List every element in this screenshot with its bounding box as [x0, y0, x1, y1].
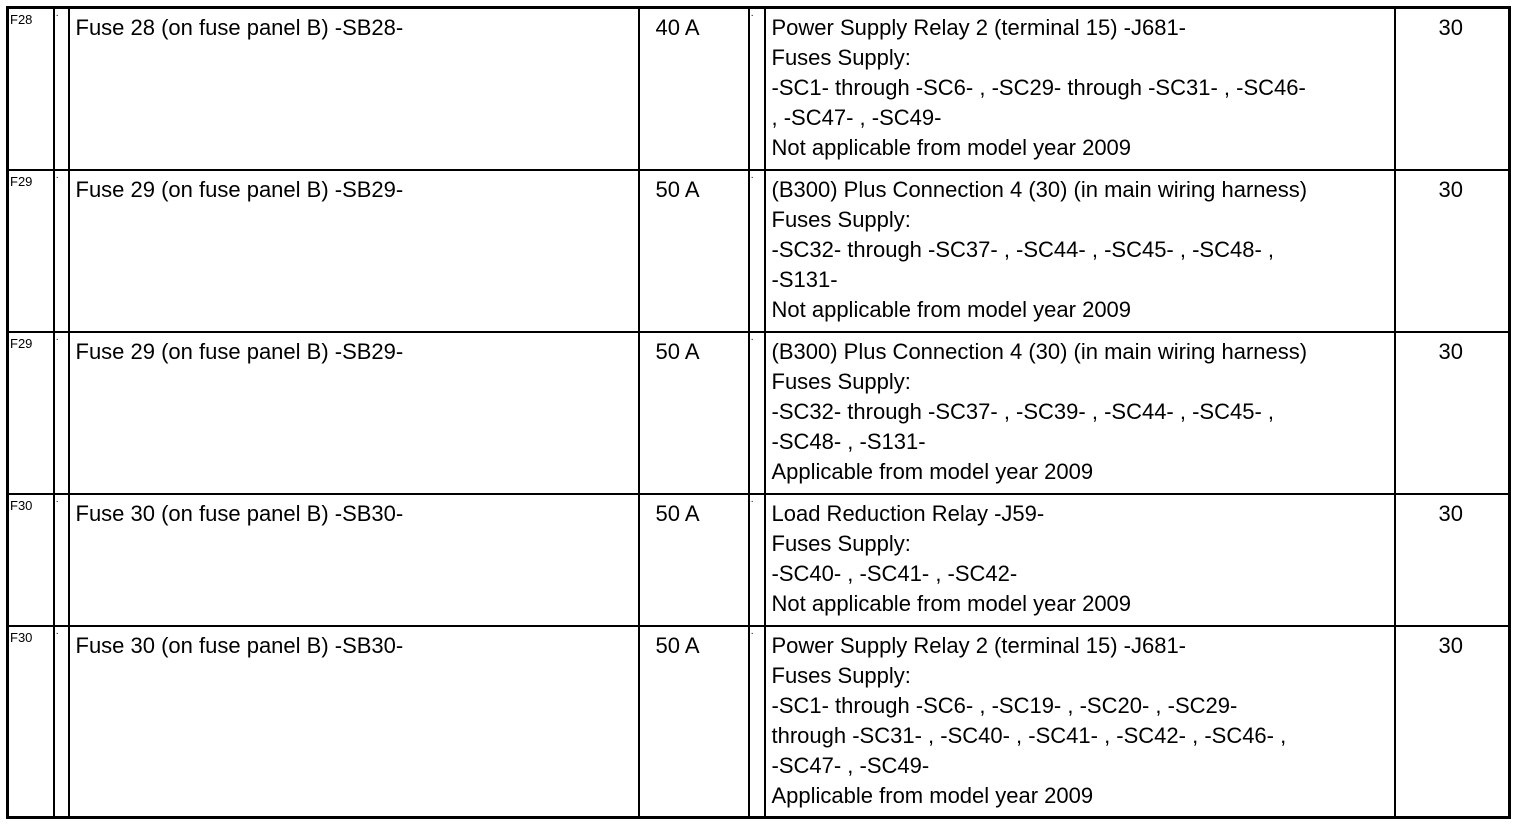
description-line: -SC1- through -SC6- , -SC19- , -SC20- , -SC29- — [771, 692, 1238, 718]
row-marker: · — [749, 332, 765, 494]
description-line: Fuses Supply: — [771, 206, 911, 232]
row-marker: · — [54, 8, 69, 170]
description-line: (B300) Plus Connection 4 (30) (in main wiring harness) — [771, 176, 1308, 202]
fuse-amperage: 50 A — [639, 626, 749, 818]
description-line: -SC1- through -SC6- , -SC29- through -SC31- , -SC46- — [771, 75, 1306, 100]
fuse-id: F29 — [8, 170, 54, 332]
description-line: through -SC31- , -SC40- , -SC41- , -SC42- , -SC46- , — [771, 722, 1287, 748]
description-line: Applicable from model year 2009 — [771, 458, 1094, 484]
description-line: Applicable from model year 2009 — [771, 782, 1094, 808]
row-marker: · — [54, 626, 69, 818]
fuse-terminal: 30 — [1395, 8, 1510, 170]
row-marker: · — [54, 170, 69, 332]
table-row — [8, 626, 1510, 818]
table-row — [8, 170, 1510, 332]
fuse-terminal: 30 — [1395, 626, 1510, 818]
description-line: Fuses Supply: — [771, 662, 911, 688]
description-line: Fuses Supply: — [771, 368, 911, 394]
fuse-table — [6, 6, 1511, 819]
description-line: -SC32- through -SC37- , -SC44- , -SC45- , -SC48- , — [771, 236, 1274, 262]
fuse-name: Fuse 29 (on fuse panel B) -SB29- — [69, 332, 639, 494]
description-line: , -SC47- , -SC49- — [771, 105, 942, 130]
table-row — [8, 494, 1510, 626]
row-marker: · — [749, 626, 765, 818]
fuse-terminal: 30 — [1395, 170, 1510, 332]
fuse-id: F29 — [8, 332, 54, 494]
fuse-description — [765, 626, 1395, 818]
row-marker: · — [749, 8, 765, 170]
description-line: -SC40- , -SC41- , -SC42- — [771, 560, 1018, 586]
fuse-id: F30 — [8, 626, 54, 818]
fuse-name: Fuse 30 (on fuse panel B) -SB30- — [69, 626, 639, 818]
fuse-name: Fuse 29 (on fuse panel B) -SB29- — [69, 170, 639, 332]
description-line: Fuses Supply: — [771, 530, 911, 556]
fuse-terminal: 30 — [1395, 332, 1510, 494]
fuse-description — [765, 494, 1395, 626]
description-line: Fuses Supply: — [771, 45, 911, 70]
fuse-name: Fuse 28 (on fuse panel B) -SB28- — [69, 8, 639, 170]
fuse-id: F28 — [8, 8, 54, 170]
fuse-name: Fuse 30 (on fuse panel B) -SB30- — [69, 494, 639, 626]
description-line: Not applicable from model year 2009 — [771, 590, 1132, 616]
description-line: Load Reduction Relay -J59- — [771, 500, 1045, 526]
fuse-amperage: 50 A — [639, 494, 749, 626]
fuse-description — [765, 8, 1395, 170]
fuse-description — [765, 170, 1395, 332]
description-line: Power Supply Relay 2 (terminal 15) -J681- — [771, 15, 1187, 40]
fuse-amperage: 50 A — [639, 170, 749, 332]
description-line: -SC48- , -S131- — [771, 428, 926, 454]
description-line: Not applicable from model year 2009 — [771, 296, 1132, 322]
description-line: Power Supply Relay 2 (terminal 15) -J681- — [771, 632, 1187, 658]
description-line: -S131- — [771, 266, 838, 292]
description-line: Not applicable from model year 2009 — [771, 135, 1132, 160]
fuse-description — [765, 332, 1395, 494]
row-marker: · — [749, 494, 765, 626]
description-line: -SC47- , -SC49- — [771, 752, 930, 778]
fuse-amperage: 50 A — [639, 332, 749, 494]
row-marker: · — [749, 170, 765, 332]
row-marker: · — [54, 494, 69, 626]
fuse-terminal: 30 — [1395, 494, 1510, 626]
fuse-amperage: 40 A — [639, 8, 749, 170]
description-line: (B300) Plus Connection 4 (30) (in main wiring harness) — [771, 338, 1308, 364]
description-line: -SC32- through -SC37- , -SC39- , -SC44- , -SC45- , — [771, 398, 1274, 424]
fuse-id: F30 — [8, 494, 54, 626]
row-marker: · — [54, 332, 69, 494]
table-row — [8, 332, 1510, 494]
table-row — [8, 8, 1510, 170]
